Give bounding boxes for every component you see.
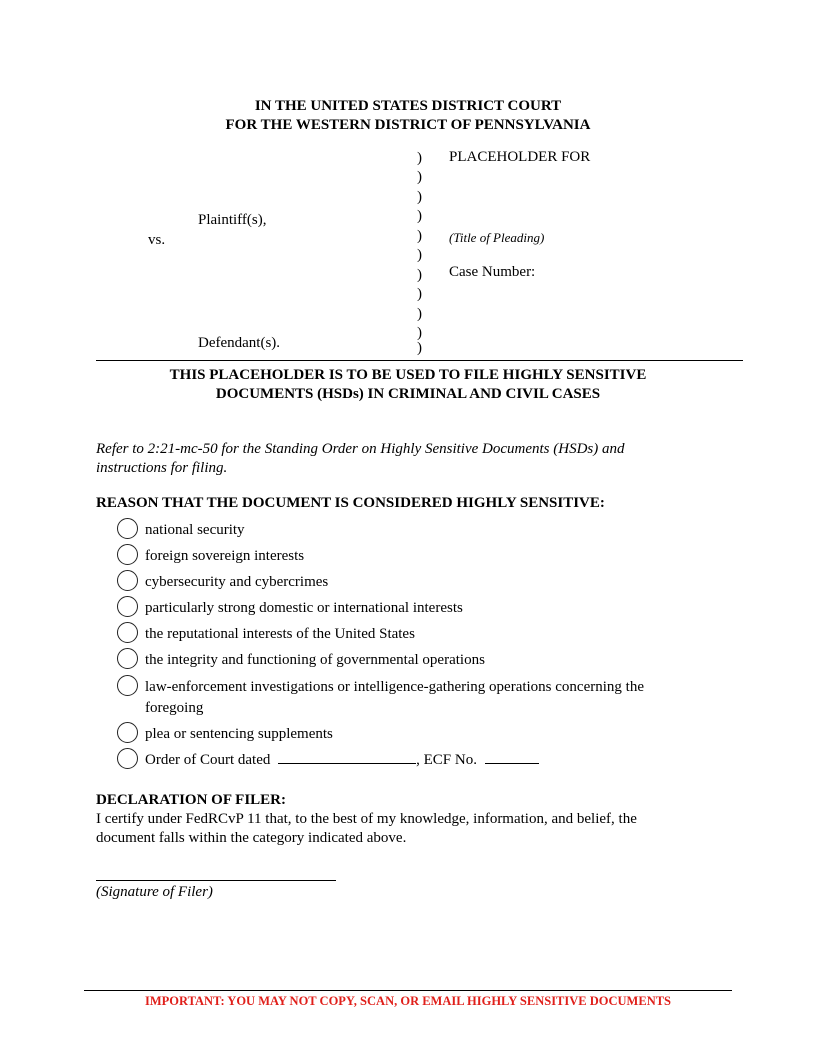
reason-option-label: national security	[145, 522, 245, 538]
standing-order-reference: Refer to 2:21-mc-50 for the Standing Order on Highly Sensitive Documents (HSDs) and instructions for filing.	[96, 441, 625, 476]
paren: )	[417, 325, 422, 341]
radio-circle[interactable]	[117, 675, 138, 696]
notice-line2: DOCUMENTS (HSDs) IN CRIMINAL AND CIVIL CASES	[215, 386, 601, 402]
paren: )	[417, 340, 422, 356]
reason-option-label: cybersecurity and cybercrimes	[145, 574, 329, 590]
paren: )	[417, 169, 422, 185]
ecf-label: , ECF No.	[416, 752, 477, 768]
reason-option-label: foreign sovereign interests	[145, 548, 305, 564]
paren: )	[417, 150, 422, 166]
radio-circle[interactable]	[117, 570, 138, 591]
declaration-text: I certify under FedRCvP 11 that, to the best of my knowledge, information, and belief, the document falls within the category indicated above.	[96, 811, 637, 846]
radio-circle[interactable]	[117, 596, 138, 617]
radio-circle[interactable]	[117, 622, 138, 643]
reason-option-label: plea or sentencing supplements	[145, 726, 333, 742]
caption-divider	[96, 360, 743, 361]
paren: )	[417, 267, 422, 283]
reason-option-label: law-enforcement investigations or intelligence-gathering operations concerning the foregoing	[145, 679, 644, 716]
paren: )	[417, 208, 422, 224]
order-of-court-label: Order of Court dated	[145, 752, 271, 768]
reason-option-label: particularly strong domestic or international interests	[145, 600, 463, 616]
title-of-pleading-label: (Title of Pleading)	[449, 230, 545, 245]
paren: )	[417, 247, 422, 263]
signature-line[interactable]	[96, 880, 336, 881]
order-date-blank[interactable]	[278, 763, 416, 764]
declaration-heading: DECLARATION OF FILER:	[96, 792, 287, 808]
notice-line1: THIS PLACEHOLDER IS TO BE USED TO FILE HIGHLY SENSITIVE	[169, 367, 647, 383]
radio-circle[interactable]	[117, 518, 138, 539]
case-number-label: Case Number:	[449, 264, 536, 280]
ecf-number-blank[interactable]	[485, 763, 539, 764]
placeholder-for-label: PLACEHOLDER FOR	[449, 149, 591, 165]
reason-heading: REASON THAT THE DOCUMENT IS CONSIDERED HIGHLY SENSITIVE:	[96, 495, 605, 511]
court-heading-line1: IN THE UNITED STATES DISTRICT COURT	[254, 98, 562, 114]
important-warning: IMPORTANT: YOU MAY NOT COPY, SCAN, OR EMAIL HIGHLY SENSITIVE DOCUMENTS	[144, 994, 672, 1008]
radio-circle[interactable]	[117, 648, 138, 669]
reason-option-label: the reputational interests of the United States	[145, 626, 415, 642]
paren: )	[417, 189, 422, 205]
vs-label: vs.	[148, 232, 166, 248]
plaintiff-label: Plaintiff(s),	[198, 212, 267, 228]
court-heading-line2: FOR THE WESTERN DISTRICT OF PENNSYLVANIA	[225, 117, 591, 133]
order-of-court-line	[145, 750, 539, 770]
defendant-label: Defendant(s).	[198, 335, 281, 351]
radio-circle[interactable]	[117, 544, 138, 565]
paren: )	[417, 286, 422, 302]
reason-option-label: the integrity and functioning of governmental operations	[145, 652, 485, 668]
paren: )	[417, 306, 422, 322]
radio-circle[interactable]	[117, 722, 138, 743]
signature-label: (Signature of Filer)	[96, 884, 213, 900]
paren: )	[417, 228, 422, 244]
footer-divider	[84, 990, 732, 991]
radio-circle[interactable]	[117, 748, 138, 769]
